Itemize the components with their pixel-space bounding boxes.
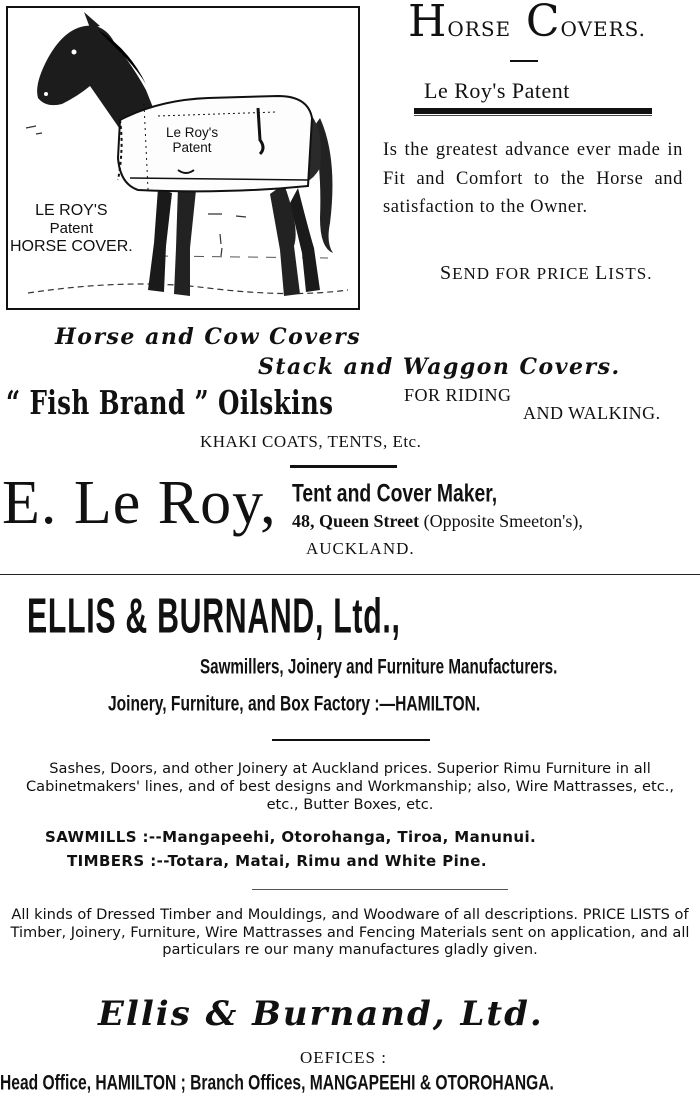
title-overs: OVERS. — [560, 17, 647, 41]
ellis-burnand-script: Ellis & Burnand, Ltd. — [98, 994, 544, 1034]
and-walking: AND WALKING. — [523, 403, 661, 423]
send-end: END FOR PRICE — [452, 264, 596, 283]
ellis-burnand-title: ELLIS & BURNAND, Ltd., — [27, 588, 401, 643]
timbers-line: TIMBERS :--Totara, Matai, Rimu and White Pine. — [67, 852, 487, 870]
horse-cover-description: Is the greatest advance ever made in Fit and Comfort to the Horse and satisfaction to the Owner. — [383, 140, 683, 217]
title-rule — [510, 60, 538, 62]
cover-label-line2: Patent — [172, 139, 212, 155]
subtitle-thick-rule — [414, 108, 652, 114]
stack-waggon-covers: Stack and Waggon Covers. — [258, 354, 621, 380]
fish-brand-oilskins: “ Fish Brand ” Oilskins — [6, 385, 334, 423]
leroy-name: E. Le Roy, — [2, 469, 277, 537]
title-orse: ORSE — [447, 17, 512, 41]
khaki-rule — [290, 465, 397, 468]
send-for-price-lists — [440, 262, 653, 285]
send-s: S — [440, 262, 453, 284]
head-office-line: Head Office, HAMILTON ; Branch Offices, MANGAPEEHI & OTOROHANGA. — [0, 1071, 554, 1095]
caption-line3: HORSE COVER. — [10, 237, 133, 255]
caption-line2: Patent — [49, 220, 94, 238]
tent-cover-maker: Tent and Cover Maker, — [292, 479, 498, 507]
horse-covers-title — [408, 0, 647, 47]
caption-line1: LE ROY'S — [35, 202, 108, 219]
horse-cover-caption — [10, 202, 133, 256]
mid-rule — [252, 889, 508, 890]
horse-cow-covers: Horse and Cow Covers — [55, 324, 362, 350]
for-riding: FOR RIDING — [404, 385, 512, 405]
leroy-city: AUCKLAND. — [306, 539, 415, 558]
address-note: (Opposite Smeeton's), — [423, 511, 583, 531]
address-street: Queen Street — [319, 511, 420, 531]
leroy-address — [292, 511, 583, 532]
sashes-paragraph: Sashes, Doors, and other Joinery at Auckland prices. Superior Rimu Furniture in all Cabinetmakers' lines, and of best designs and Workmanship; also, Wire Mattrasses, etc., etc., Butter Boxes, etc. — [25, 760, 675, 813]
khaki-coats-tents: KHAKI COATS, TENTS, Etc. — [200, 432, 422, 451]
sawmillers-line: Sawmillers, Joinery and Furniture Manufacturers. — [200, 656, 558, 680]
joinery-factory-line: Joinery, Furniture, and Box Factory :—HAMILTON. — [108, 693, 481, 717]
send-l: L — [595, 262, 609, 284]
send-ists: ISTS. — [608, 264, 653, 283]
horse-drawing — [8, 8, 358, 308]
address-number: 48, — [292, 511, 315, 531]
section-divider — [0, 574, 700, 575]
leroy-patent-subtitle: Le Roy's Patent — [424, 78, 570, 103]
sawmills-line: SAWMILLS :--Mangapeehi, Otorohanga, Tiroa, Manunui. — [45, 828, 537, 846]
subtitle-thin-rule — [414, 115, 652, 116]
all-kinds-paragraph: All kinds of Dressed Timber and Mouldings, and Woodware of all descriptions. PRICE LISTS of Timber, Joinery, Furniture, Wire Mattrasses and Fencing Materials sent on application, and all particulars re our many manufactures gladly given. — [10, 906, 690, 958]
title-h: H — [408, 0, 448, 47]
horse-cover-illustration — [6, 6, 360, 310]
cover-patent-label — [166, 126, 218, 155]
ellis-rule — [272, 739, 430, 741]
cover-label-line1: Le Roy's — [166, 125, 219, 140]
offices-label: OEFICES : — [300, 1048, 387, 1067]
title-c: C — [525, 0, 561, 47]
